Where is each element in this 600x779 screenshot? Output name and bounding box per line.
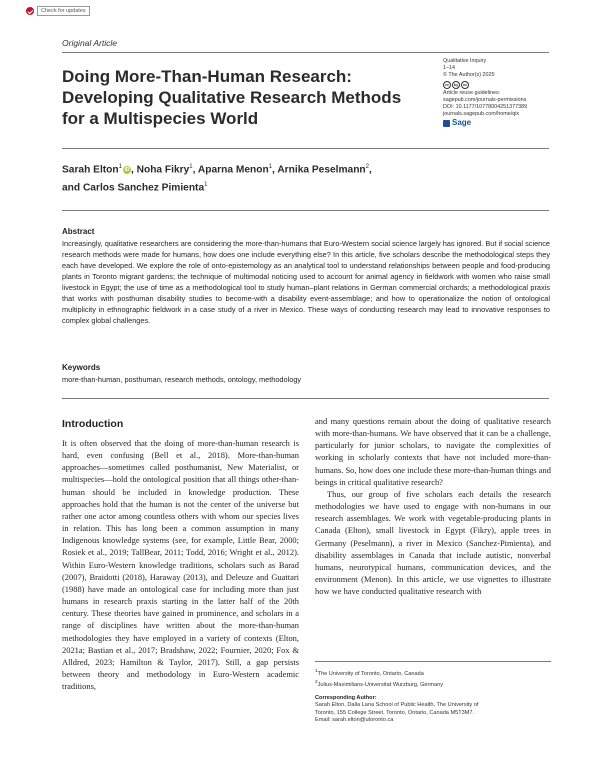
reuse-label: Article reuse guidelines: bbox=[443, 89, 501, 96]
keywords-divider bbox=[62, 398, 549, 399]
paragraph: and many questions remain about the doing of qualitative research with more-than-humans. We have observed that it can be a challenge, particularly for junior scholars, to navigate the complexities of working in scholarly contexts that have not included more-than-humans. So, how does one include these more-than-human things and beings in critical qualitative research? bbox=[315, 416, 551, 487]
author-name: Sarah Elton bbox=[62, 164, 119, 176]
publisher-name: Sage bbox=[452, 118, 472, 128]
paragraph: It is often observed that the doing of more-than-human research is hard, even confusing (Bell et al., 2018). More-than-human approaches—sometimes called posthumanist, New Materialist, or multispecies—hold the ontological position that all things other-than-human should be included in knowledge production. These approaches hold that the human is not the center of the universe but rather one actor among countless others with whom our species lives in relation. This has long been a common assumption in many Indigenous knowledge systems (see, for example, Little Bear, 2000; Rosiek et al., 2019; TallBear, 2011; Todd, 2016; Wright et al., 2012). Within Euro-Western knowledge traditions, scholars such as Barad (2007), Braidotti (2018), Haraway (2013), and Deleuze and Guattari (1988) have made an ontological case for including more than just humans in research praxis starting in the latter half of the 20th century. These theories have gained in prominence, and scholars in a range of disciplines have written about the more-than-human methodologies they have employed in a variety of contexts (Elton, 2021a; Bastian et al., 2017; Bradshaw, 2022; Fournier, 2020; Fox & Alldred, 2023; Hamilton & Taylor, 2017). Still, a gap persists between theory and methodology in Euro-Western academic traditions, bbox=[62, 438, 299, 692]
journal-info bbox=[443, 58, 558, 127]
body-column-right bbox=[315, 415, 551, 597]
author-name: Arnika Peselmann bbox=[277, 164, 366, 176]
corresponding-author-line: Toronto, 155 College Street, Toronto, Ontario, Canada M5T3M7. bbox=[315, 709, 475, 716]
page-range: 1–14 bbox=[443, 65, 455, 72]
cc-icon: cc bbox=[445, 82, 449, 87]
article-type: Original Article bbox=[62, 38, 117, 48]
footnotes: $^1$The University of Toronto, Ontario, Canada $^2$Julius-Maximilians-Universitat Wurzburg, Germany Corresponding Author: Sarah Elton, Dalla Lana School of Public Health, The University of Toronto, 155 College Street, Toronto, Ontario, Canada M5T3M7. Email: sarah.elton@utoronto.ca bbox=[315, 667, 551, 725]
badge-label: Check for updates bbox=[37, 6, 90, 16]
creative-commons-icon bbox=[443, 81, 469, 89]
affiliation-marker: 2 bbox=[365, 164, 370, 170]
footnote-divider bbox=[315, 661, 551, 662]
copyright: © The Author(s) 2025 bbox=[443, 72, 495, 79]
affiliation-marker: 1 bbox=[268, 164, 273, 170]
paragraph: Thus, our group of five scholars each details the research methodologies we have used to engage with non-humans in our research assemblages. We work with vegetable-producing plants in Canada (Elton), small livestock in Egypt (Fikry), apple trees in Germany (Peselmann), a river in Mexico (Sanchez-Pimienta), and disability assemblages in Canada that include autistic, nonverbal humans, neurotypical humans, communication devices, and the environment (Menon). In this article, we use vignettes to illustrate how we have conducted qualitative research with bbox=[315, 488, 551, 597]
keywords-text: more-than-human, posthuman, research methods, ontology, methodology bbox=[62, 375, 302, 384]
introduction-heading: Introduction bbox=[62, 418, 124, 430]
authors-divider bbox=[62, 210, 549, 211]
author-list: Sarah Elton$^1$iD , Noha Fikry$^1$, Aparna Menon$^1$, Arnika Peselmann$^2$, and Carlos Sanchez Pimienta$^1$ bbox=[62, 164, 372, 194]
journal-site-link[interactable]: journals.sagepub.com/home/qix bbox=[443, 111, 520, 118]
affiliation-2: Julius-Maximilians-Universitat Wurzburg, Germany bbox=[317, 682, 444, 689]
author-name: Aparna Menon bbox=[197, 164, 269, 176]
abstract-text: Increasingly, qualitative researchers are considering the more-than-humans that Euro-Western social science largely has ignored. But if social science research methods were made for humans, how does one include everything else? In this article, five scholars describe the methodological steps they each have developed. We explore the role of onto-epistemology as an analytical tool to understand relationships between people and food-producing plants in Toronto migrant gardens; the technique of multimodal noticing used to account for animal agency in fieldwork with women who raise small livestock in Egypt; the use of time as a methodological tool to study human–plant relations in German commercial orchards; a methodological praxis that works with posthuman disability studies to become-with a disability event-assemblage; and how to operationalize the notion of ontological multiplicity in ethnographic fieldwork in a case study of a river in Mexico. These ways of conducting research may lead to innovative responses to complex global challenges. bbox=[62, 239, 550, 325]
keywords-heading: Keywords bbox=[62, 363, 101, 372]
article-title: Doing More-Than-Human Research: Developing Qualitative Research Methods for a Multispecies World bbox=[62, 67, 402, 128]
corresponding-author-heading: Corresponding Author: bbox=[315, 694, 377, 701]
affiliation-marker: 1 bbox=[118, 164, 122, 170]
sage-logo-icon bbox=[443, 120, 450, 127]
affiliation-marker: 1 bbox=[204, 181, 208, 188]
journal-name: Qualitative Inquiry bbox=[443, 58, 487, 64]
orcid-icon[interactable]: iD bbox=[124, 167, 130, 174]
check-for-updates-badge[interactable] bbox=[26, 6, 90, 16]
author-name: Noha Fikry bbox=[136, 164, 190, 176]
publisher-logo bbox=[443, 119, 558, 126]
title-divider bbox=[62, 148, 549, 149]
body-column-left bbox=[62, 437, 299, 692]
reuse-link[interactable]: sagepub.com/journals-permissions bbox=[443, 96, 527, 103]
abstract-heading: Abstract bbox=[62, 227, 95, 236]
author-name: Carlos Sanchez Pimienta bbox=[82, 182, 205, 194]
affiliation-marker: 1 bbox=[189, 164, 193, 170]
by-icon: by bbox=[453, 82, 459, 87]
corresponding-author-line: Sarah Elton, Dalla Lana School of Public Health, The University of bbox=[315, 702, 479, 709]
check-icon bbox=[26, 7, 34, 15]
doi[interactable]: DOI: 10.1177/10778004251377389 bbox=[443, 104, 528, 111]
nc-icon: nc bbox=[462, 82, 468, 87]
affiliation-1: The University of Toronto, Ontario, Canada bbox=[317, 670, 424, 677]
corresponding-author-email[interactable]: Email: sarah.elton@utoronto.ca bbox=[315, 717, 394, 724]
header-divider bbox=[62, 52, 549, 53]
